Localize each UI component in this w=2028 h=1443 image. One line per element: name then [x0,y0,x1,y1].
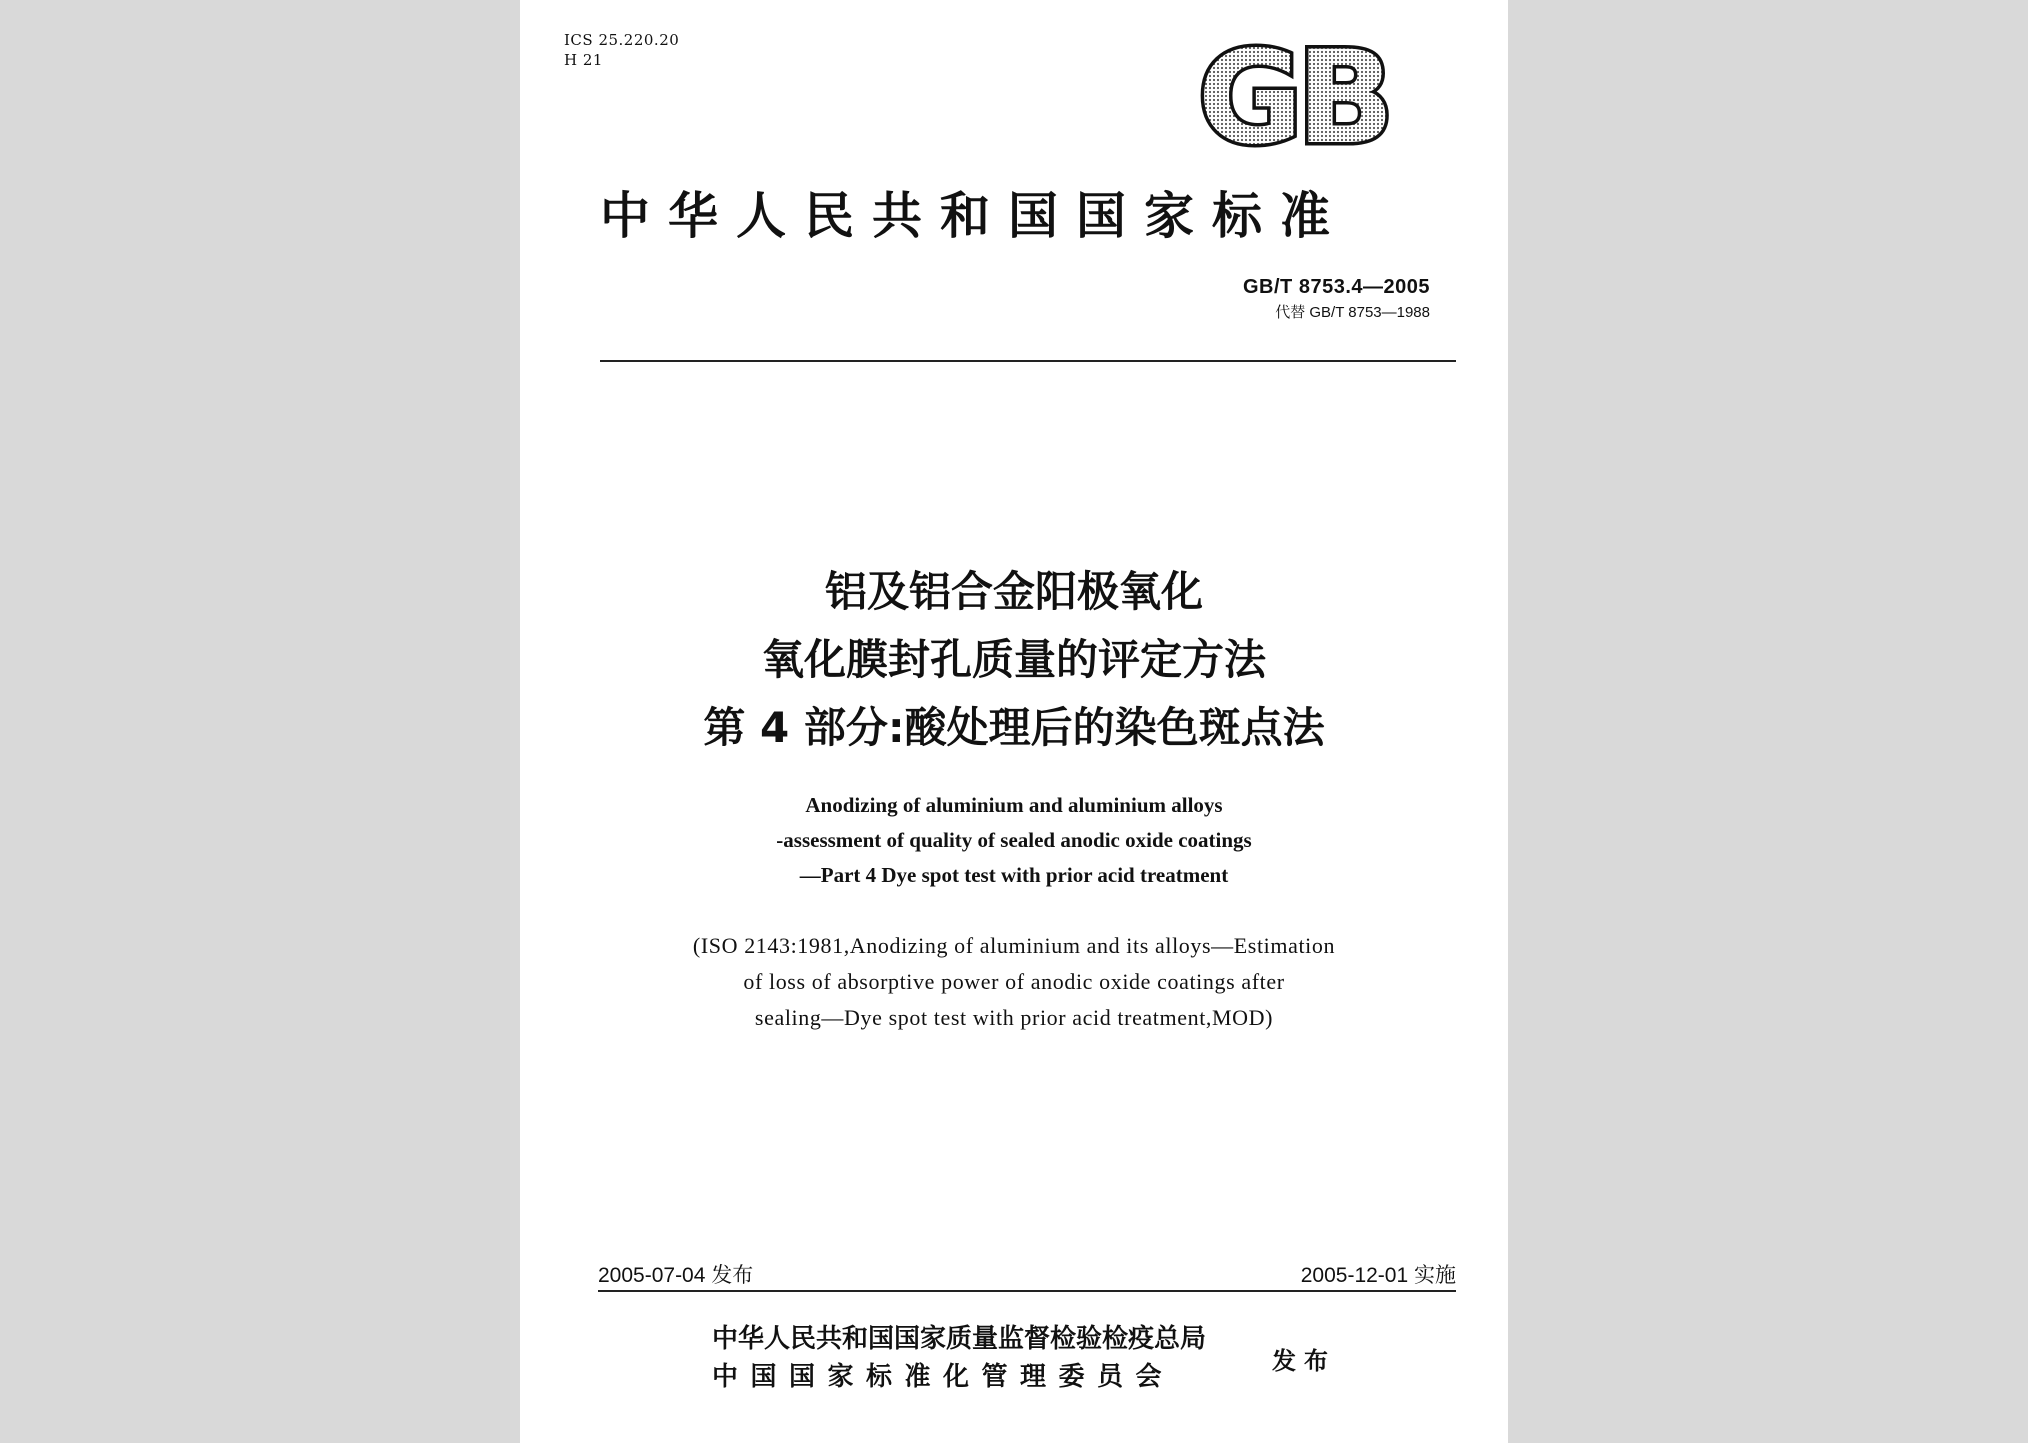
english-title [520,788,1508,893]
iso-reference-line: (ISO 2143:1981,Anodizing of aluminium and its alloys—Estimation [692,933,1336,958]
classification-codes [564,30,679,70]
standard-title: 中华人民共和国国家标准 [600,187,1348,245]
standard-number-block [1243,276,1430,322]
publish-label: 发布 [1272,1347,1336,1375]
issuing-authorities [712,1320,1206,1396]
ics-code: ICS 25.220.20 [564,31,680,49]
chinese-title-line: 铝及铝合金阳极氧化 [824,567,1203,616]
gb-logo [1188,42,1398,158]
replaces-standard: 代替 GB/T 8753—1988 [1275,304,1430,321]
english-title-line: -assessment of quality of sealed anodic oxide coatings [776,828,1252,852]
ccs-code: H 21 [564,51,603,69]
issuer-line-1: 中华人民共和国国家质量监督检验检疫总局 [712,1324,1207,1354]
effective-date: 2005-12-01 实施 [1300,1264,1456,1287]
chinese-title-line: 第 4 部分:酸处理后的染色斑点法 [703,703,1325,752]
issuer-line-2: 中国国家标准化管理委员会 [712,1362,1175,1392]
iso-reference-line: of loss of absorptive power of anodic oxide coatings after [743,969,1285,994]
issue-date: 2005-07-04 发布 [598,1264,754,1287]
footer-divider [598,1290,1456,1292]
english-title-line: Anodizing of aluminium and aluminium alloys [805,793,1223,817]
iso-reference [520,928,1508,1036]
english-title-line: —Part 4 Dye spot test with prior acid treatment [799,863,1229,887]
gb-logo-text: GB [1197,42,1389,158]
chinese-title-line: 氧化膜封孔质量的评定方法 [761,635,1266,684]
document-cover [520,0,1508,1443]
iso-reference-line: sealing—Dye spot test with prior acid treatment,MOD) [754,1005,1274,1030]
header-divider [600,360,1456,362]
standard-number: GB/T 8753.4—2005 [1243,276,1430,298]
chinese-title [520,558,1508,762]
